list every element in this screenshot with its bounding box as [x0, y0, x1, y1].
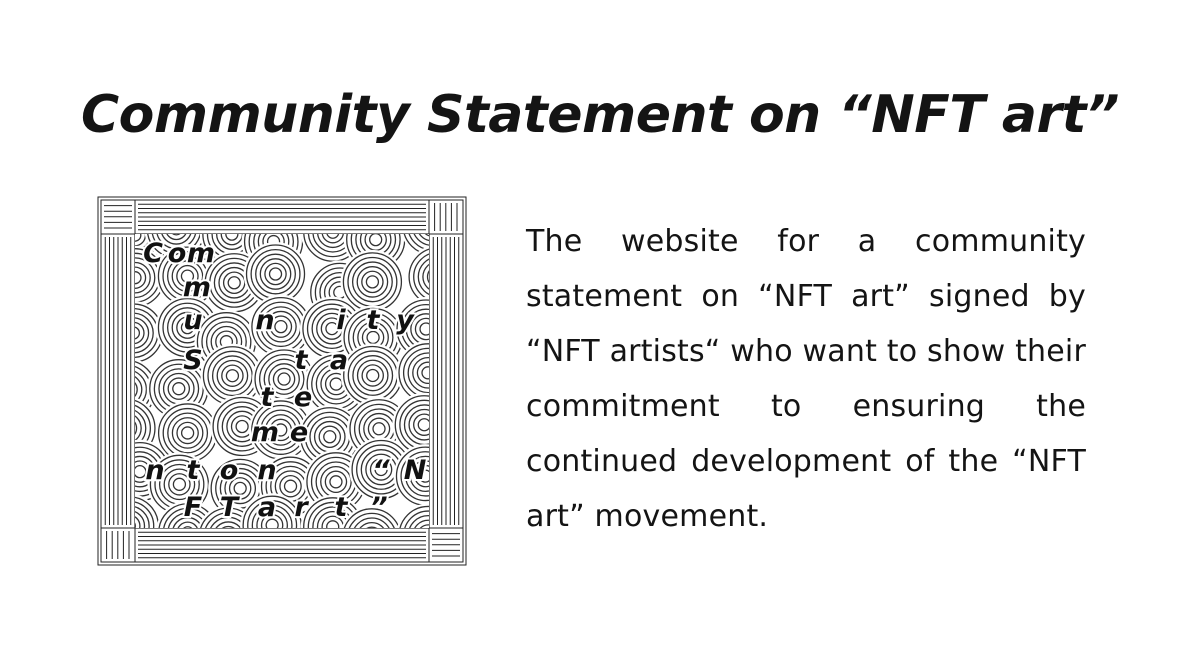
- artwork-letter: t: [294, 345, 308, 376]
- artwork-letter: t: [334, 492, 348, 523]
- artwork-letter: T: [219, 492, 239, 523]
- artwork-letter: ”: [370, 492, 388, 523]
- artwork-letter: “: [372, 455, 390, 486]
- artwork-letter: n: [257, 455, 277, 486]
- artwork-letter: m: [186, 238, 216, 269]
- artwork-letter: t: [366, 305, 380, 336]
- artwork-letter: a: [329, 345, 349, 376]
- artwork-letter: o: [167, 238, 187, 269]
- statement-artwork: [97, 196, 467, 566]
- artwork-letter: S: [183, 345, 203, 376]
- artwork-letter: i: [336, 305, 346, 336]
- artwork-letter: F: [183, 492, 203, 523]
- artwork-letter: n: [255, 305, 275, 336]
- artwork-letter: m: [250, 417, 280, 448]
- artwork-letter: e: [289, 417, 309, 448]
- artwork-letter: o: [219, 455, 239, 486]
- page-title: Community Statement on “NFT art”: [81, 85, 1119, 145]
- artwork-svg: [97, 196, 467, 566]
- artwork-letter: e: [293, 382, 313, 413]
- artwork-letter: C: [143, 238, 163, 269]
- artwork-letter: t: [186, 455, 200, 486]
- artwork-letter: m: [182, 272, 212, 303]
- artwork-letter: r: [294, 492, 308, 523]
- artwork-letter: n: [145, 455, 165, 486]
- artwork-letter: N: [403, 455, 427, 486]
- artwork-letter: y: [396, 305, 414, 336]
- description-text: The website for a community statement on “NFT art” signed by “NFT artists“ who want to show their commitment to ensuring the continued development of the “NFT art” movement.: [526, 224, 1086, 534]
- artwork-letter: a: [257, 492, 277, 523]
- artwork-letter: t: [260, 382, 274, 413]
- artwork-letter: u: [183, 305, 203, 336]
